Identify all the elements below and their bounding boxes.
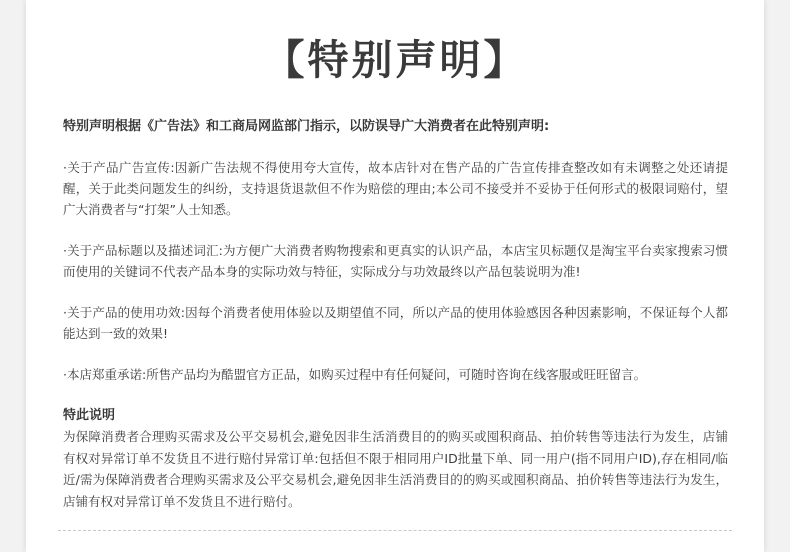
notice-sheet	[26, 0, 764, 552]
special-note-heading: 特此说明	[63, 408, 116, 423]
notice-ad-promotion: ·关于产品广告宣传:因新广告法规不得使用夸大宣传，故本店针对在售产品的广告宣传排查整改如有未调整之处还请提醒，关于此类问题发生的纠纷，支持退货退款但不作为赔偿的理由;本公司不接受并不妥协于任何形式的极限词赔付，望广大消费者与“打架”人士知悉。	[63, 160, 728, 217]
dashed-divider	[58, 530, 732, 531]
page-title: 【特别声明】	[263, 36, 528, 84]
notice-usage-effect: ·关于产品的使用功效:因每个消费者使用体验以及期望值不同，所以产品的使用体验感因各种因素影响，不保证每个人都能达到一致的效果!	[63, 305, 728, 341]
intro-statement: 特别声明根据《广告法》和工商局网监部门指示，以防误导广大消费者在此特别声明:	[63, 119, 550, 134]
notice-title-keywords: ·关于产品标题以及描述词汇:为方便广大消费者购物搜索和更真实的认识产品，本店宝贝标题仅是淘宝平台卖家搜索习惯而使用的关键词不代表产品本身的实际功效与特征，实际成分与功效最终以产品包装说明为准!	[63, 243, 728, 279]
notice-store-promise: ·本店郑重承诺:所售产品均为酷盟官方正品，如购买过程中有任何疑问，可随时咨询在线客服或旺旺留言。	[63, 367, 647, 382]
special-note-body: 为保障消费者合理购买需求及公平交易机会,避免因非生活消费目的的购买或囤积商品、拍价转售等违法行为发生，店铺有权对异常订单不发货且不进行赔付异常订单:包括但不限于相同用户ID批量下单、同一用户(指不同用户ID),存在相同/临近/需为保障消费者合理购买需求及公平交易机会,避免因非生活消费目的的购买或囤积商品、拍价转售等违法行为发生，店铺有权对异常订单不发货且不进行赔付。	[63, 429, 728, 509]
